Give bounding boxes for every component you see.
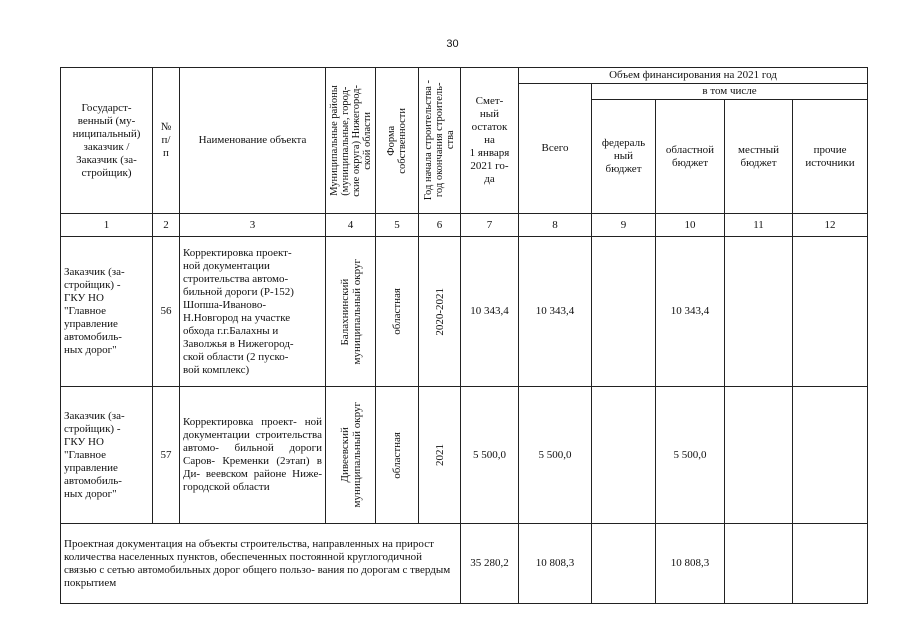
column-number: 11	[725, 214, 793, 237]
summary-federal	[592, 524, 656, 604]
header-local: местный бюджет	[725, 100, 793, 214]
row-number: 56	[153, 237, 180, 387]
page-number: 30	[446, 38, 459, 50]
column-number: 12	[793, 214, 868, 237]
row-years-cell	[419, 387, 461, 524]
row-total: 10 343,4	[519, 237, 592, 387]
row-federal	[592, 387, 656, 524]
row-local	[725, 237, 793, 387]
summary-local	[725, 524, 793, 604]
row-customer: Заказчик (за- стройщик) - ГКУ НО "Главное управление автомобиль- ных дорог"	[61, 387, 153, 524]
column-number: 2	[153, 214, 180, 237]
column-number: 3	[180, 214, 326, 237]
header-customer: Государст- венный (му- ниципальный) заказчик / Заказчик (за- стройщик)	[61, 68, 153, 214]
row-municipality: Дивеевский муниципальный округ	[338, 402, 363, 508]
column-number: 7	[461, 214, 519, 237]
summary-row	[61, 524, 868, 604]
row-ownership: областная	[391, 431, 403, 479]
row-ownership-cell	[376, 237, 419, 387]
header-object-name: Наименование объекта	[180, 68, 326, 214]
column-number: 9	[592, 214, 656, 237]
row-ownership-cell	[376, 387, 419, 524]
header-municipality	[326, 68, 376, 214]
row-years: 2020-2021	[433, 287, 446, 336]
header-federal: федераль ный бюджет	[592, 100, 656, 214]
column-number: 1	[61, 214, 153, 237]
header-ownership	[376, 68, 419, 214]
table-row	[61, 387, 868, 524]
row-other	[793, 237, 868, 387]
row-years: 2021	[433, 444, 446, 466]
column-number: 5	[376, 214, 419, 237]
header-total: Всего	[519, 84, 592, 214]
row-object-name: Корректировка проект- ной документации строительства автомо- бильной дороги Саров- Кременки (2этап) в Ди- веевском районе Ниже- городской области	[180, 387, 326, 524]
financing-table	[60, 67, 868, 604]
column-number-row	[61, 214, 868, 237]
summary-label: Проектная документация на объекты строительства, направленных на прирост количества населенных пунктов, обеспеченных постоянной круглогодичной связью с сетью автомобильных дорог общего пользо- вания по дорогам с твердым покрытием	[61, 524, 461, 604]
table-row	[61, 237, 868, 387]
header-including: в том числе	[592, 84, 868, 100]
summary-regional: 10 808,3	[656, 524, 725, 604]
header-years-text: Год начала строительства - год окончания строитель- ства	[423, 80, 456, 201]
row-regional: 5 500,0	[656, 387, 725, 524]
summary-remaining: 35 280,2	[461, 524, 519, 604]
header-other: прочие источники	[793, 100, 868, 214]
header-number: № п/ п	[153, 68, 180, 214]
header-regional: областной бюджет	[656, 100, 725, 214]
row-object-name: Корректировка проект- ной документации строительства автомо- бильной дороги (Р-152) Шопша-Иваново- Н.Новгород на участке обхода г.г.Балахны и Заволжья в Нижегород- ской области (2 пуско- вой комплекс)	[180, 237, 326, 387]
row-number: 57	[153, 387, 180, 524]
row-local	[725, 387, 793, 524]
column-number: 10	[656, 214, 725, 237]
row-customer: Заказчик (за- стройщик) - ГКУ НО "Главное управление автомобиль- ных дорог"	[61, 237, 153, 387]
header-ownership-text: Форма собственности	[386, 107, 408, 174]
column-number: 4	[326, 214, 376, 237]
row-regional: 10 343,4	[656, 237, 725, 387]
row-federal	[592, 237, 656, 387]
row-municipality: Балахнинский муниципальный округ	[338, 258, 363, 365]
row-municipality-cell	[326, 387, 376, 524]
row-remaining: 5 500,0	[461, 387, 519, 524]
summary-total: 10 808,3	[519, 524, 592, 604]
row-municipality-cell	[326, 237, 376, 387]
row-other	[793, 387, 868, 524]
header-municipality-text: Муниципальные районы (муниципальные, город- ские округа) Нижегород- ской области	[328, 84, 373, 197]
row-remaining: 10 343,4	[461, 237, 519, 387]
summary-other	[793, 524, 868, 604]
header-funding-2021: Объем финансирования на 2021 год	[519, 68, 868, 84]
header-years	[419, 68, 461, 214]
row-years-cell	[419, 237, 461, 387]
row-ownership: областная	[391, 288, 403, 335]
row-total: 5 500,0	[519, 387, 592, 524]
header-remaining: Смет- ный остаток на 1 января 2021 го- да	[461, 68, 519, 214]
column-number: 6	[419, 214, 461, 237]
column-number: 8	[519, 214, 592, 237]
